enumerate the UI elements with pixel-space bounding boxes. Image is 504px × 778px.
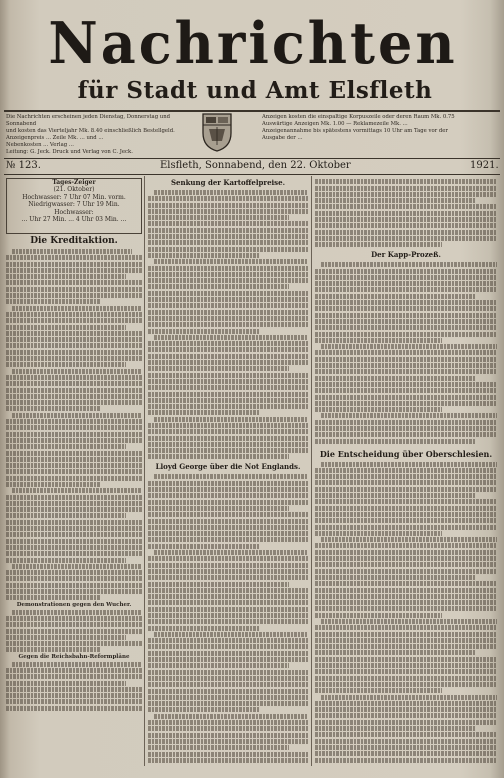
article-body bbox=[315, 179, 497, 247]
advertising-line: Anzeigen kosten die einspaltige Korpuszeile oder deren Raum Mk. 0.75 bbox=[262, 114, 455, 120]
subscription-line: Nebenkosten ... Verlag ... bbox=[6, 142, 74, 148]
subheadline-reichsbahn: Gegen die Reichsbahn-Reformpläne bbox=[18, 654, 130, 661]
tide-table-box bbox=[6, 178, 142, 234]
issue-date: Elsfleth, Sonnabend, den 22. Oktober bbox=[160, 160, 351, 171]
tide-line: Hochwasser: bbox=[54, 208, 94, 216]
advertising-line: Auswärtige Anzeigen Mk. 1.00 — Reklamezeile Mk. ... bbox=[262, 121, 408, 127]
column-divider bbox=[311, 176, 312, 766]
article-body bbox=[6, 610, 142, 653]
subheadline-demonstrationen: Demonstrationen gegen den Wucher. bbox=[16, 602, 132, 609]
column-2 bbox=[148, 178, 308, 763]
subscription-line: Anzeigenpreis ... Zeile Mk. ... und ... bbox=[6, 135, 104, 141]
tide-table-title: Tages-Zeiger bbox=[52, 179, 96, 186]
headline-kapp-prozess: Der Kapp-Prozeß. bbox=[371, 250, 441, 260]
column-divider bbox=[144, 176, 145, 766]
advertising-line: Anzeigenannahme bis spätestens vormittags 10 Uhr am Tage vor der bbox=[262, 128, 448, 134]
header-rule bbox=[4, 110, 500, 112]
column-3 bbox=[315, 178, 497, 763]
issue-number: № 123. bbox=[6, 160, 41, 171]
issue-year: 1921. bbox=[470, 160, 499, 171]
dateline-rule-bottom bbox=[4, 174, 500, 175]
tide-line: Hochwasser: 7 Uhr 07 Min. vorm. bbox=[22, 193, 126, 201]
column-1 bbox=[6, 236, 142, 761]
headline-kartoffelpreise: Senkung der Kartoffelpreise. bbox=[170, 178, 286, 187]
article-body bbox=[6, 249, 142, 600]
tide-line: Niedrigwasser: 7 Uhr 19 Min. bbox=[28, 201, 120, 209]
headline-oberschlesien: Die Entscheidung über Oberschlesien. bbox=[319, 448, 493, 459]
coat-of-arms-icon bbox=[200, 111, 234, 153]
tide-line: (21. Oktober) bbox=[53, 186, 95, 194]
tide-line: ... Uhr 27 Min. ... 4 Uhr 03 Min. ... bbox=[21, 216, 127, 224]
headline-lloyd-george: Lloyd George über die Not Englands. bbox=[155, 462, 301, 472]
headline-kreditaktion: Die Kreditaktion. bbox=[30, 236, 118, 246]
masthead-title: Nachrichten bbox=[48, 9, 458, 77]
subscription-line: und kosten das Vierteljahr Mk. 8.40 einschließlich Bestellgeld. bbox=[6, 128, 175, 134]
subscription-line: Leitung: G. Jeck. Druck und Verlag von C. Jeck. bbox=[6, 149, 133, 155]
masthead-subtitle: für Stadt und Amt Elsfleth bbox=[77, 77, 433, 104]
article-body bbox=[148, 190, 308, 459]
article-body bbox=[315, 462, 497, 763]
advertising-line: Ausgabe der ... bbox=[262, 135, 303, 141]
article-body bbox=[315, 262, 497, 443]
advertising-info bbox=[262, 114, 498, 158]
article-body bbox=[6, 662, 142, 711]
dateline-rule-top bbox=[4, 158, 500, 159]
article-body bbox=[148, 474, 308, 763]
subscription-info bbox=[6, 114, 196, 158]
subscription-line: Die Nachrichten erscheinen jeden Dienstag, Donnerstag und Sonnabend bbox=[6, 114, 170, 127]
